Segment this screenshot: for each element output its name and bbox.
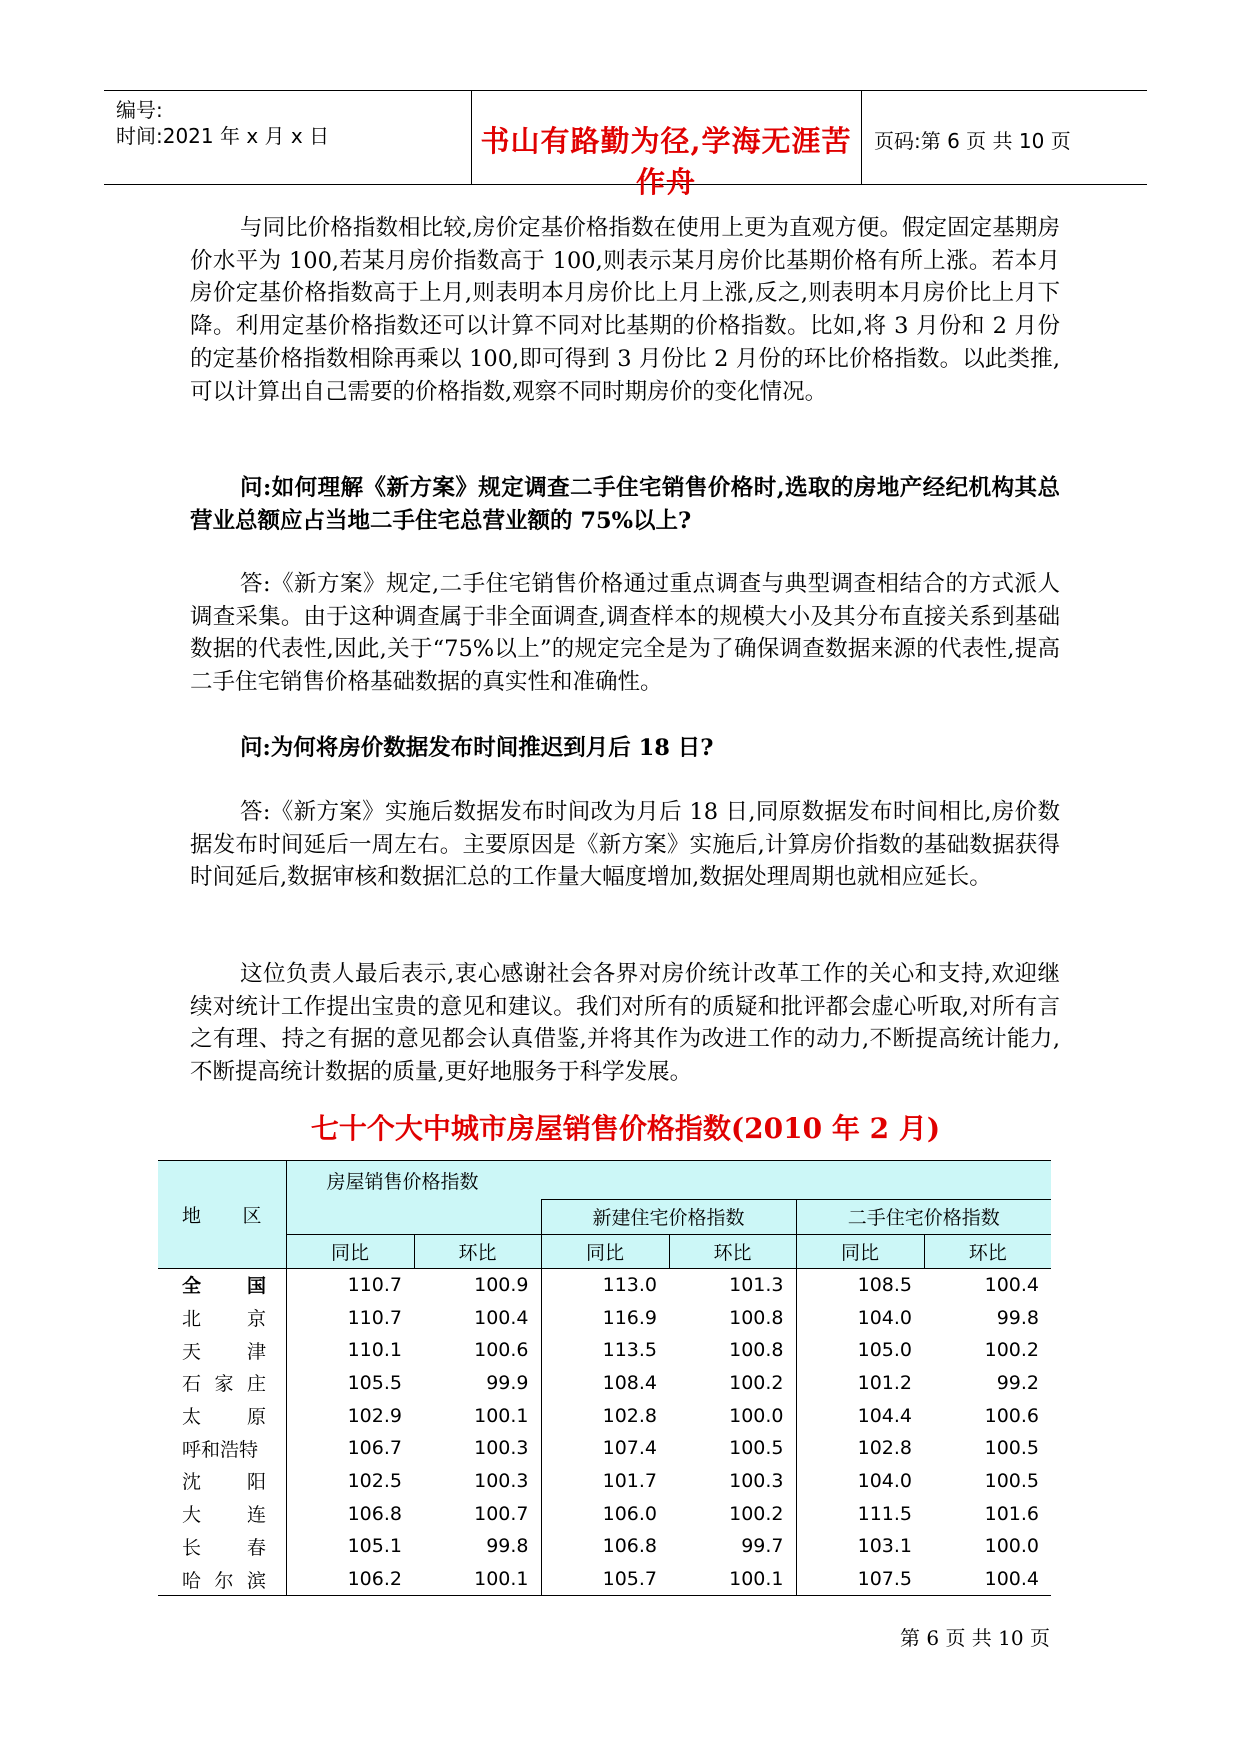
value-cell: 99.8 <box>486 1535 529 1558</box>
value-cell: 100.0 <box>729 1404 784 1427</box>
region-cell <box>158 1268 286 1301</box>
value-cell: 100.6 <box>474 1339 529 1362</box>
value-cell: 100.1 <box>414 1563 541 1596</box>
region-cell <box>158 1497 286 1530</box>
region-name-part: 北 <box>182 1308 202 1331</box>
value-cell: 104.0 <box>796 1301 924 1334</box>
value-cell: 100.9 <box>474 1273 529 1296</box>
header-filler <box>541 1161 1051 1200</box>
table-title: 七十个大中城市房屋销售价格指数(2010 年 2 月) <box>310 1112 941 1145</box>
region-name-part: 呼和浩特 <box>182 1438 259 1461</box>
region-name-part: 全 <box>182 1275 202 1298</box>
value-cell: 99.8 <box>996 1306 1040 1329</box>
paragraph: 这位负责人最后表示,衷心感谢社会各界对房价统计改革工作的关心和支持,欢迎继续对统计工作提出宝贵的意见和建议。我们对所有的质疑和批评都会虚心听取,对所有言之有理、持之有据的意见都会认真借鉴,并将其作为改进工作的动力,不断提高统计能力,不断提高统计数据的质量,更好地服务于科学发展。 <box>190 961 1060 1086</box>
price-index-table <box>158 1160 1051 1596</box>
header-divider <box>861 91 862 184</box>
region-cell <box>158 1367 286 1400</box>
value-cell: 100.0 <box>984 1535 1040 1558</box>
paragraph: 答:《新方案》实施后数据发布时间改为月后 18 日,同原数据发布时间相比,房价数据发布时间延后一周左右。主要原因是《新方案》实施后,计算房价指数的基础数据获得时间延后,数据审核和数据汇总的工作量大幅度增加,数据处理周期也就相应延长。 <box>190 799 1060 891</box>
region-name-part: 长 <box>182 1536 202 1559</box>
sub-header-yoy: 同比 <box>796 1234 924 1268</box>
region-name-part: 连 <box>246 1504 266 1527</box>
value-cell: 100.4 <box>474 1306 529 1329</box>
region-header-char: 区 <box>242 1204 262 1227</box>
value-cell: 99.7 <box>741 1535 784 1558</box>
region-name-part: 哈 <box>182 1569 202 1592</box>
region-name-part: 津 <box>246 1340 266 1363</box>
sub-header-yoy: 同比 <box>286 1234 414 1268</box>
value-cell: 101.2 <box>796 1367 924 1400</box>
value-cell: 106.8 <box>541 1530 669 1563</box>
value-cell: 100.4 <box>924 1563 1051 1596</box>
value-cell: 101.7 <box>541 1465 669 1498</box>
region-name-part: 京 <box>246 1308 266 1331</box>
value-cell: 100.5 <box>984 1437 1040 1460</box>
value-cell: 101.3 <box>729 1273 784 1296</box>
value-cell: 110.7 <box>286 1301 414 1334</box>
table-row <box>158 1268 1051 1301</box>
value-cell: 102.5 <box>286 1465 414 1498</box>
sub-header-mom: 环比 <box>924 1234 1051 1268</box>
page-header <box>104 90 1147 199</box>
value-cell: 106.2 <box>286 1563 414 1596</box>
table-row <box>158 1530 1051 1563</box>
value-cell: 105.5 <box>286 1367 414 1400</box>
value-cell: 110.1 <box>286 1334 414 1367</box>
value-cell: 100.2 <box>984 1339 1040 1362</box>
group-header-new: 新建住宅价格指数 <box>541 1199 796 1234</box>
header-motto: 书山有路勤为径,学海无涯苦作舟 <box>480 124 852 199</box>
value-cell: 99.2 <box>996 1371 1040 1394</box>
value-cell: 104.4 <box>796 1399 924 1432</box>
value-cell: 105.1 <box>286 1530 414 1563</box>
region-name-part: 天 <box>182 1340 202 1363</box>
value-cell: 101.6 <box>984 1502 1040 1525</box>
value-cell: 105.0 <box>796 1334 924 1367</box>
value-cell: 99.9 <box>486 1371 529 1394</box>
value-cell: 100.5 <box>984 1469 1040 1492</box>
region-cell <box>158 1530 286 1563</box>
value-cell: 102.9 <box>286 1399 414 1432</box>
value-cell: 110.7 <box>286 1268 414 1301</box>
region-name-part: 国 <box>246 1275 266 1298</box>
value-cell: 100.6 <box>984 1404 1040 1427</box>
value-cell: 105.7 <box>541 1563 669 1596</box>
table-row <box>158 1334 1051 1367</box>
value-cell: 113.5 <box>541 1334 669 1367</box>
question-heading: 问:如何理解《新方案》规定调查二手住宅销售价格时,选取的房地产经纪机构其总营业总额应占当地二手住宅总营业额的 75%以上? <box>190 475 1060 534</box>
value-cell: 100.3 <box>474 1437 529 1460</box>
region-name-part: 滨 <box>246 1569 266 1592</box>
value-cell: 100.8 <box>729 1339 784 1362</box>
question-heading: 问:为何将房价数据发布时间推迟到月后 18 日? <box>240 735 714 761</box>
table-row <box>158 1399 1051 1432</box>
value-cell: 100.2 <box>729 1371 784 1394</box>
header-meta <box>116 91 471 184</box>
region-name-part: 阳 <box>246 1471 266 1494</box>
value-cell: 106.0 <box>541 1497 669 1530</box>
paragraph: 答:《新方案》规定,二手住宅销售价格通过重点调查与典型调查相结合的方式派人调查采集。由于这种调查属于非全面调查,调查样本的规模大小及其分布直接关系到基础数据的代表性,因此,关于“75%以上”的规定完全是为了确保调查数据来源的代表性,提高二手住宅销售价格基础数据的真实性和准确性。 <box>190 571 1060 696</box>
time-label: 时间:2021 年 x 月 x 日 <box>116 124 330 148</box>
table-row <box>158 1465 1051 1498</box>
sub-header-mom: 环比 <box>414 1234 541 1268</box>
value-cell: 111.5 <box>796 1497 924 1530</box>
value-cell: 104.0 <box>796 1465 924 1498</box>
region-header-char: 地 <box>182 1204 202 1227</box>
value-cell: 100.5 <box>729 1437 784 1460</box>
table-row <box>158 1432 1051 1465</box>
value-cell: 103.1 <box>796 1530 924 1563</box>
region-header <box>158 1161 286 1269</box>
table-body <box>158 1268 1051 1596</box>
value-cell: 106.8 <box>286 1497 414 1530</box>
value-cell: 107.5 <box>796 1563 924 1596</box>
value-cell: 100.3 <box>474 1469 529 1492</box>
group-header-all: 房屋销售价格指数 <box>286 1161 541 1200</box>
table-row <box>158 1301 1051 1334</box>
value-cell: 100.1 <box>474 1404 529 1427</box>
sub-header-yoy: 同比 <box>541 1234 669 1268</box>
value-cell: 100.2 <box>729 1502 784 1525</box>
region-cell <box>158 1399 286 1432</box>
region-name-part: 沈 <box>182 1471 202 1494</box>
region-name-part: 庄 <box>246 1373 266 1396</box>
region-cell <box>158 1563 286 1596</box>
value-cell: 100.1 <box>669 1563 796 1596</box>
region-cell <box>158 1432 286 1465</box>
table-row <box>158 1563 1051 1596</box>
table-row <box>158 1367 1051 1400</box>
region-name-part: 石 <box>182 1373 202 1396</box>
region-name-part: 太 <box>182 1406 202 1429</box>
header-filler <box>286 1199 541 1234</box>
value-cell: 107.4 <box>541 1432 669 1465</box>
value-cell: 108.4 <box>541 1367 669 1400</box>
value-cell: 108.5 <box>796 1268 924 1301</box>
region-cell <box>158 1465 286 1498</box>
region-name-part: 春 <box>246 1536 266 1559</box>
value-cell: 102.8 <box>541 1399 669 1432</box>
value-cell: 113.0 <box>541 1268 669 1301</box>
header-page-label: 页码:第 6 页 共 10 页 <box>874 129 1071 153</box>
region-name-part: 尔 <box>214 1569 234 1592</box>
page-footer: 第 6 页 共 10 页 <box>900 1626 1050 1650</box>
sub-header-mom: 环比 <box>669 1234 796 1268</box>
region-name-part: 家 <box>214 1373 234 1396</box>
value-cell: 100.4 <box>984 1273 1040 1296</box>
value-cell: 100.7 <box>474 1502 529 1525</box>
paragraph: 与同比价格指数相比较,房价定基价格指数在使用上更为直观方便。假定固定基期房价水平为 100,若某月房价指数高于 100,则表示某月房价比基期价格有所上涨。若本月房价定基价格指数高于上月,则表明本月房价比上月上涨,反之,则表明本月房价比上月下降。利用定基价格指数还可以计算不同对比基期的价格指数。比如,将 3 月份和 2 月份的定基价格指数相除再乘以 100,即可得到 3 月份比 2 月份的环比价格指数。以此类推,可以计算出自己需要的价格指数,观察不同时期房价的变化情况。 <box>190 215 1060 405</box>
region-name-part: 原 <box>246 1406 266 1429</box>
number-label: 编号: <box>116 98 163 122</box>
value-cell: 106.7 <box>286 1432 414 1465</box>
region-cell <box>158 1301 286 1334</box>
value-cell: 100.3 <box>729 1469 784 1492</box>
table-row <box>158 1497 1051 1530</box>
value-cell: 100.8 <box>729 1306 784 1329</box>
region-cell <box>158 1334 286 1367</box>
value-cell: 116.9 <box>541 1301 669 1334</box>
group-header-second-hand: 二手住宅价格指数 <box>796 1199 1051 1234</box>
value-cell: 102.8 <box>796 1432 924 1465</box>
region-name-part: 大 <box>182 1504 202 1527</box>
